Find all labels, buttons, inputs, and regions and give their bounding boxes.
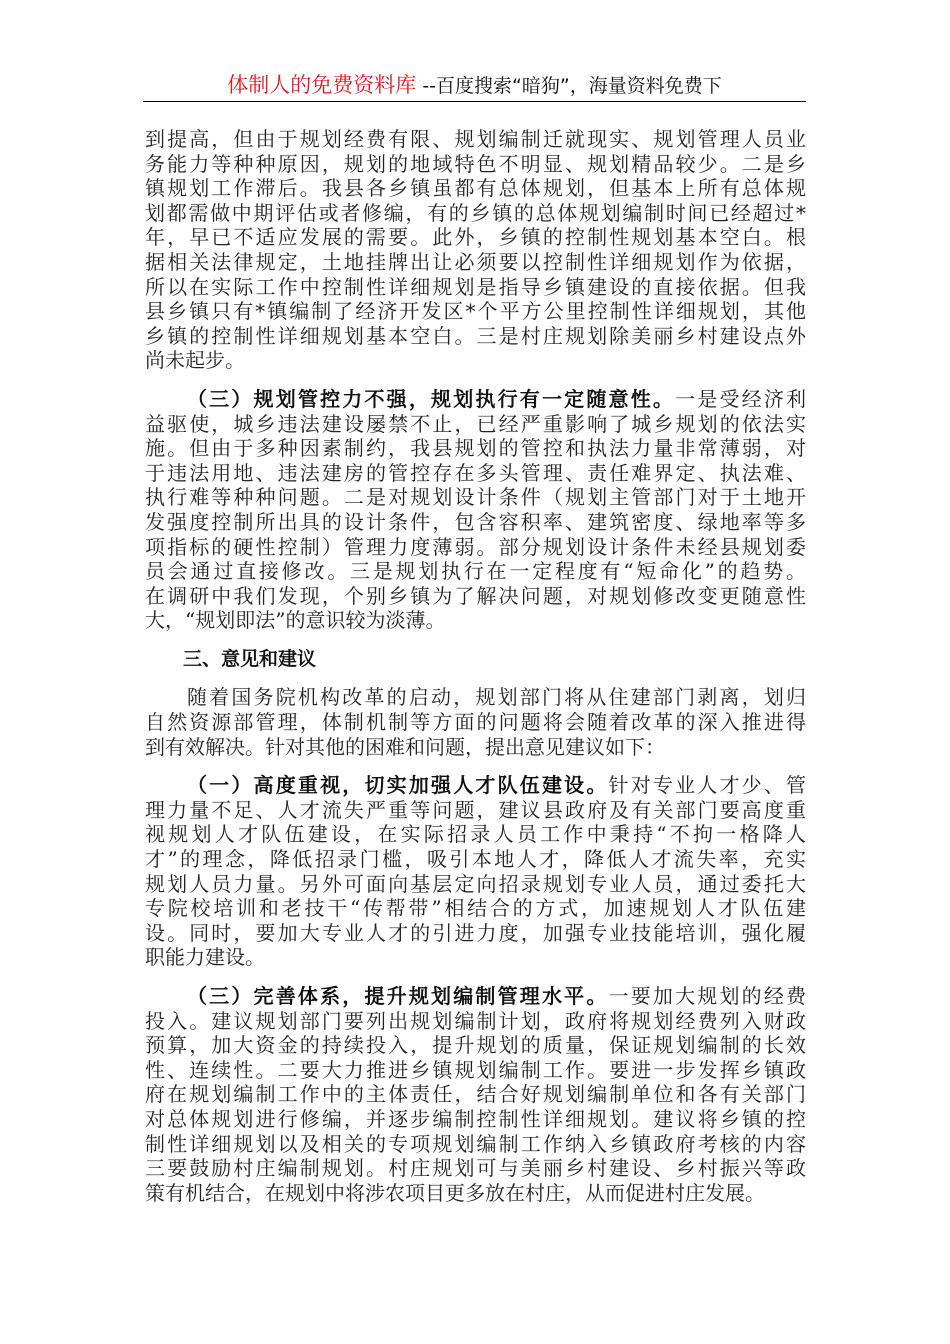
text-line: 据相关法律规定，土地挂牌出让必须要以控制性详细规划作为依据， — [145, 249, 806, 274]
paragraph-first-line — [145, 773, 806, 798]
paragraph-talent-building — [145, 773, 806, 970]
text-line: 大，“规划即法”的意识较为淡薄。 — [145, 608, 446, 633]
text-line: 务能力等种种原因，规划的地域特色不明显、规划精品较少。二是乡 — [145, 151, 806, 176]
paragraph-lead-text: 一是受经济利 — [675, 386, 806, 411]
page-header — [143, 70, 806, 102]
section-heading: 三、意见和建议 — [183, 647, 317, 670]
text-line: 员会通过直接修改。三是规划执行在一定程度有“短命化”的趋势。 — [145, 559, 806, 584]
text-line: 视规划人才队伍建设，在实际招录人员工作中秉持“不拘一格降人 — [145, 822, 806, 847]
text-line: 规划人员力量。另外可面向基层定向招录规划专业人员，通过委托大 — [145, 871, 806, 896]
paragraph-first-line — [145, 984, 806, 1009]
text-line: 府在规划编制工作中的主体责任，结合好规划编制单位和各有关部门 — [145, 1082, 806, 1107]
text-line: 三要鼓励村庄编制规划。村庄规划可与美丽乡村建设、乡村振兴等政 — [145, 1156, 806, 1181]
paragraph-planning-system — [145, 984, 806, 1205]
text-line: 益驱使，城乡违法建设屡禁不止，已经严重影响了城乡规划的依法实 — [145, 411, 806, 436]
text-line: 自然资源部管理，体制机制等方面的问题将会随着改革的深入推进得 — [145, 710, 806, 735]
paragraph-lead-text: 针对专业人才少、管 — [608, 773, 806, 798]
text-line: 划都需做中期评估或者修编，有的乡镇的总体规划编制时间已经超过* — [145, 200, 806, 225]
text-line: 年，早已不适应发展的需要。此外，乡镇的控制性规划基本空白。根 — [145, 225, 806, 250]
text-line: 尚未起步。 — [145, 348, 245, 373]
text-line: 县乡镇只有*镇编制了经济开发区*个平方公里控制性详细规划，其他 — [145, 299, 806, 324]
paragraph-first-line: 随着国务院机构改革的启动，规划部门将从住建部门剥离，划归 — [187, 685, 806, 710]
text-line: 才”的理念，降低招录门槛，吸引本地人才，降低人才流失率，充实 — [145, 847, 806, 872]
text-line: 对总体规划进行修编，并逐步编制控制性详细规划。建议将乡镇的控 — [145, 1106, 806, 1131]
text-line: 于违法用地、违法建房的管控存在多头管理、责任难界定、执法难、 — [145, 460, 806, 485]
document-body — [145, 127, 806, 1219]
text-line: 职能力建设。 — [145, 945, 265, 970]
text-line: 乡镇的控制性详细规划基本空白。三是村庄规划除美丽乡村建设点外 — [145, 323, 806, 348]
text-line: 设。同时，要加大专业人才的引进力度，加强专业技能培训，强化履 — [145, 920, 806, 945]
paragraph-planning-control — [145, 387, 806, 633]
header-tagline: --百度搜索“暗狗”，海量资料免费下 — [422, 75, 722, 97]
text-line: 制性详细规划以及相关的专项规划编制工作纳入乡镇政府考核的内容 — [145, 1131, 806, 1156]
paragraph-first-line — [145, 387, 806, 412]
text-line: 预算，加大资金的持续投入，提升规划的质量，保证规划编制的长效 — [145, 1033, 806, 1058]
text-line: 策有机结合，在规划中将涉农项目更多放在村庄，从而促进村庄发展。 — [145, 1180, 765, 1205]
text-line: 到提高，但由于规划经费有限、规划编制迁就现实、规划管理人员业 — [145, 127, 806, 151]
paragraph-lead-title: （一）高度重视，切实加强人才队伍建设。 — [187, 773, 609, 798]
text-line: 执行难等种种问题。二是对规划设计条件（规划主管部门对于土地开 — [145, 485, 806, 510]
text-line: 发强度控制所出具的设计条件，包含容积率、建筑密度、绿地率等多 — [145, 509, 806, 534]
text-line: 到有效解决。针对其他的困难和问题，提出意见建议如下： — [145, 734, 665, 759]
paragraph-planning-status — [145, 127, 806, 373]
paragraph-lead-title: （三）规划管控力不强，规划执行有一定随意性。 — [187, 386, 676, 411]
text-line: 性、连续性。二要大力推进乡镇规划编制工作。要进一步发挥乡镇政 — [145, 1057, 806, 1082]
text-line: 镇规划工作滞后。我县各乡镇虽都有总体规划，但基本上所有总体规 — [145, 176, 806, 201]
paragraph-intro-suggestions — [145, 685, 806, 759]
text-line: 所以在实际工作中控制性详细规划是指导乡镇建设的直接依据。但我 — [145, 274, 806, 299]
text-line: 理力量不足、人才流失严重等问题，建议县政府及有关部门要高度重 — [145, 797, 806, 822]
text-line: 投入。建议规划部门要列出规划编制计划，政府将规划经费列入财政 — [145, 1008, 806, 1033]
text-line: 项指标的硬性控制）管理力度薄弱。部分规划设计条件未经县规划委 — [145, 534, 806, 559]
header-brand: 体制人的免费资料库 — [227, 73, 417, 97]
text-line: 在调研中我们发现，个别乡镇为了解决问题，对规划修改变更随意性 — [145, 583, 806, 608]
paragraph-lead-text: 一要加大规划的经费 — [608, 984, 806, 1008]
text-line: 施。但由于多种因素制约，我县规划的管控和执法力量非常薄弱，对 — [145, 436, 806, 461]
text-line: 专院校培训和老技干“传帮带”相结合的方式，加速规划人才队伍建 — [145, 896, 806, 921]
paragraph-lead-title: （三）完善体系，提升规划编制管理水平。 — [187, 984, 609, 1008]
